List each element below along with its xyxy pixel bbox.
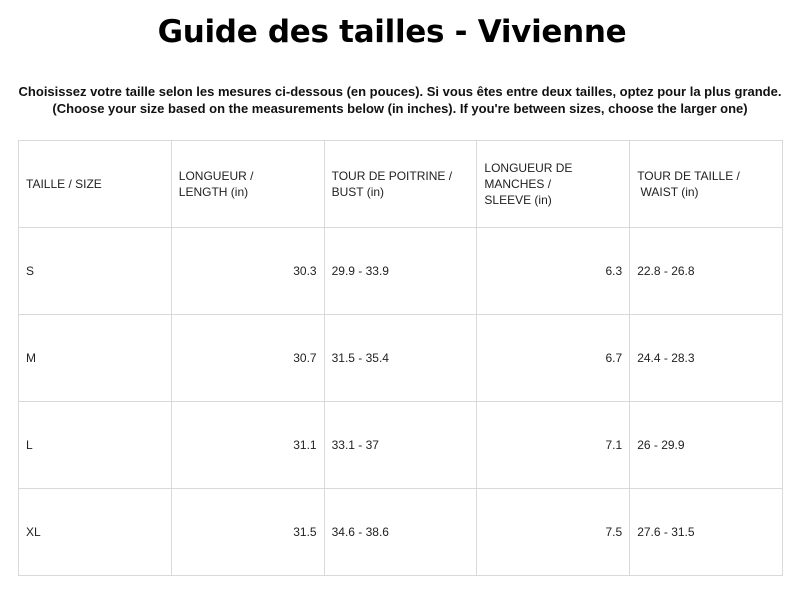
- cell-waist: 24.4 - 28.3: [630, 315, 783, 402]
- header-length-line2: LENGTH (in): [178, 185, 249, 199]
- cell-length: 30.3: [171, 228, 324, 315]
- header-bust: [324, 141, 477, 228]
- cell-bust: 29.9 - 33.9: [324, 228, 477, 315]
- cell-waist: 22.8 - 26.8: [630, 228, 783, 315]
- cell-size: S: [19, 228, 172, 315]
- header-waist-line2: WAIST (in): [637, 185, 699, 199]
- cell-length: 31.1: [171, 402, 324, 489]
- header-sleeve-line2: SLEEVE (in): [484, 193, 552, 207]
- header-length-line1: LONGUEUR /: [178, 169, 254, 183]
- header-row: [19, 141, 783, 228]
- cell-size: XL: [19, 489, 172, 576]
- header-length: [171, 141, 324, 228]
- cell-sleeve: 6.7: [477, 315, 630, 402]
- size-chart-header: [19, 141, 783, 228]
- table-row: [19, 315, 783, 402]
- table-row: [19, 228, 783, 315]
- size-chart-body: [19, 228, 783, 576]
- header-waist-line1: TOUR DE TAILLE /: [637, 169, 740, 183]
- header-size: [19, 141, 172, 228]
- header-bust-line2: BUST (in): [331, 185, 385, 199]
- cell-waist: 26 - 29.9: [630, 402, 783, 489]
- header-sleeve: [477, 141, 630, 228]
- cell-size: M: [19, 315, 172, 402]
- table-row: [19, 489, 783, 576]
- instructions-french: Choisissez votre taille selon les mesures ci-dessous (en pouces). Si vous êtes entre deux tailles, optez pour la plus grande.: [18, 84, 782, 99]
- cell-length: 31.5: [171, 489, 324, 576]
- header-bust-line1: TOUR DE POITRINE /: [331, 169, 453, 183]
- cell-waist: 27.6 - 31.5: [630, 489, 783, 576]
- header-size-line1: TAILLE / SIZE: [26, 177, 102, 191]
- cell-length: 30.7: [171, 315, 324, 402]
- header-waist: [630, 141, 783, 228]
- instructions-english: (Choose your size based on the measurements below (in inches). If you're between sizes, choose the larger one): [52, 101, 748, 116]
- table-row: [19, 402, 783, 489]
- cell-sleeve: 6.3: [477, 228, 630, 315]
- cell-size: L: [19, 402, 172, 489]
- size-guide-instructions: [0, 83, 800, 117]
- cell-bust: 33.1 - 37: [324, 402, 477, 489]
- cell-sleeve: 7.5: [477, 489, 630, 576]
- size-chart-table: [18, 140, 783, 576]
- cell-bust: 34.6 - 38.6: [324, 489, 477, 576]
- page-title: Guide des tailles - Vivienne: [157, 14, 627, 50]
- cell-sleeve: 7.1: [477, 402, 630, 489]
- header-sleeve-line1: LONGUEUR DE MANCHES /: [484, 161, 573, 191]
- cell-bust: 31.5 - 35.4: [324, 315, 477, 402]
